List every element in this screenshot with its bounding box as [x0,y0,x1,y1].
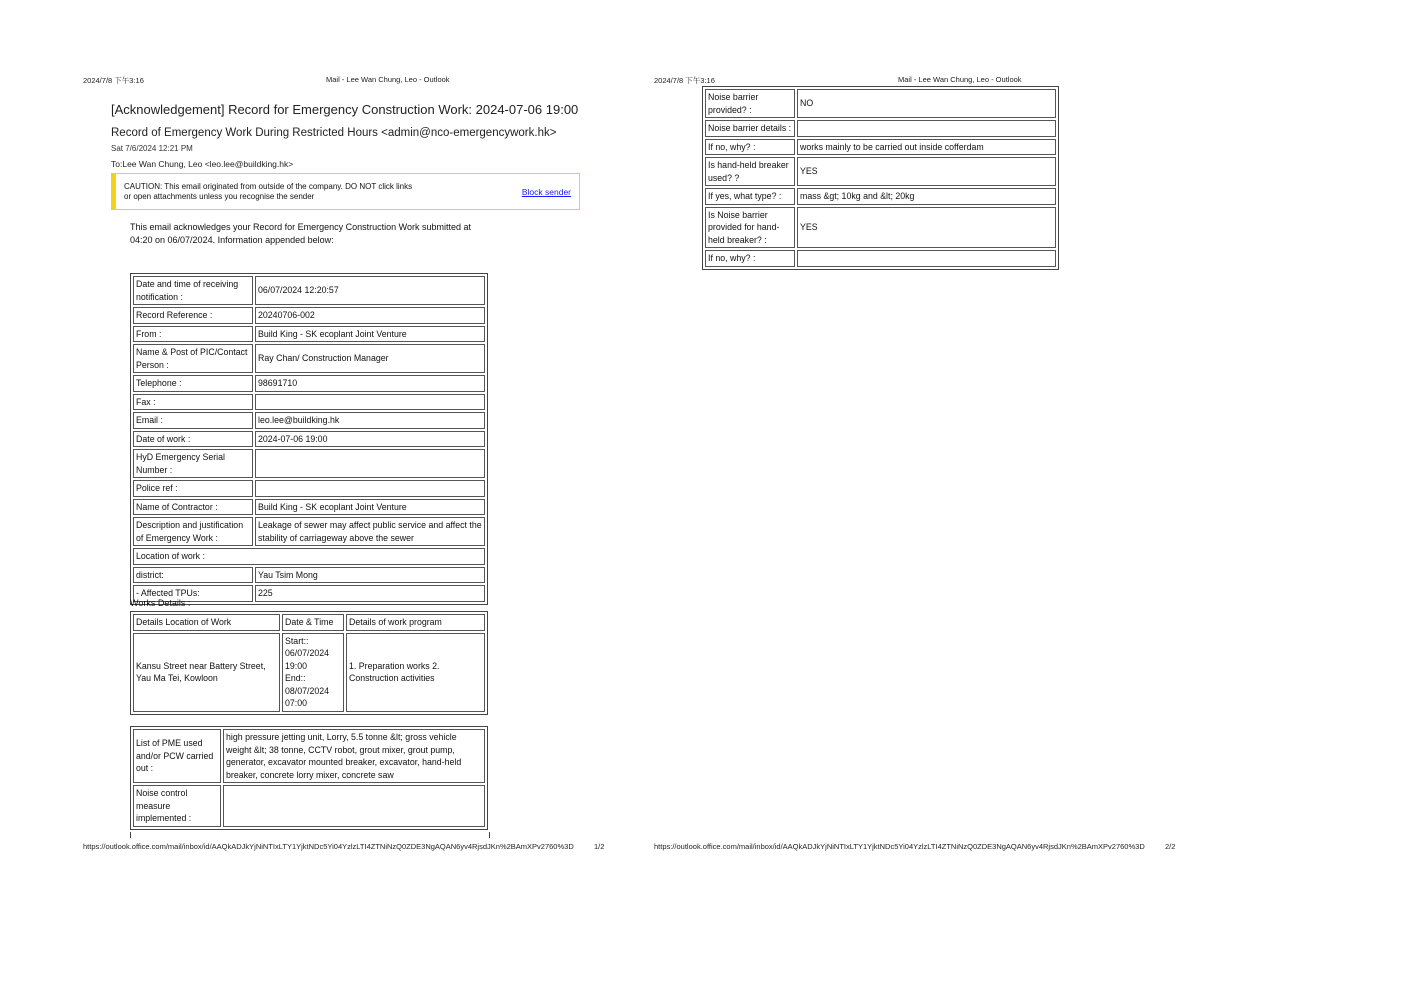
work-location: Kansu Street near Battery Street, Yau Ma Tei, Kowloon [133,633,280,712]
field-value: 98691710 [255,375,485,392]
header-program: Details of work program [346,614,485,631]
record-row [133,375,485,392]
record-row [133,567,485,584]
noise-row [705,89,1056,118]
field-label: Email : [133,412,253,429]
field-label: district: [133,567,253,584]
field-value [797,250,1056,267]
record-row [133,480,485,497]
field-label: If yes, what type? : [705,188,795,205]
field-label: Police ref : [133,480,253,497]
page-number: 2/2 [1165,842,1176,851]
print-title: Mail - Lee Wan Chung, Leo - Outlook [326,75,450,84]
field-label: If no, why? : [705,250,795,267]
field-value: leo.lee@buildking.hk [255,412,485,429]
email-date: Sat 7/6/2024 12:21 PM [111,144,193,153]
print-page-2 [650,0,1350,993]
field-label: Noise barrier provided? : [705,89,795,118]
record-row [133,431,485,448]
field-value: NO [797,89,1056,118]
field-label: Date and time of receiving notification : [133,276,253,305]
noise-row [705,250,1056,267]
noise-row [705,157,1056,186]
field-value: Ray Chan/ Construction Manager [255,344,485,373]
record-row [133,499,485,516]
field-value [223,785,485,827]
record-row [133,326,485,343]
field-value [255,394,485,411]
page-number: 1/2 [594,842,605,851]
block-sender-link[interactable]: Block sender [521,187,571,197]
field-value: 06/07/2024 12:20:57 [255,276,485,305]
field-label: HyD Emergency Serial Number : [133,449,253,478]
email-subject: [Acknowledgement] Record for Emergency Construction Work: 2024-07-06 19:00 [111,102,579,117]
email-sender[interactable]: Record of Emergency Work During Restricted Hours <admin@nco-emergencywork.hk> [111,127,557,139]
print-timestamp: 2024/7/8 下午3:16 [83,76,144,85]
field-label: Location of work : [133,548,485,565]
noise-row [705,120,1056,137]
print-title: Mail - Lee Wan Chung, Leo - Outlook [898,75,1022,84]
caution-banner [111,173,580,210]
field-label: Noise control measure implemented : [133,785,221,827]
field-label: Description and justification of Emergency Work : [133,517,253,546]
field-value [255,480,485,497]
record-row [133,344,485,373]
work-datetime: Start:: 06/07/2024 19:00 End:: 08/07/2024 07:00 [282,633,344,712]
table-continuation [130,832,490,838]
field-value: high pressure jetting unit, Lorry, 5.5 tonne &lt; gross vehicle weight &lt; 38 tonne, CCTV robot, grout mixer, grout pump, generator, excavator mounted breaker, excavator, hand-held breaker, concrete lorry mixer, concrete saw [223,729,485,783]
field-label: Date of work : [133,431,253,448]
works-header-row [133,614,485,631]
field-label: Noise barrier details : [705,120,795,137]
record-row [133,307,485,324]
field-label: If no, why? : [705,139,795,156]
field-label: From : [133,326,253,343]
record-row [133,517,485,546]
field-label: - Affected TPUs: [133,585,253,602]
field-value: YES [797,207,1056,249]
works-details-label: Works Details : [130,598,191,608]
print-page-1 [0,0,700,993]
field-value: 225 [255,585,485,602]
work-program: 1. Preparation works 2. Construction activities [346,633,485,712]
field-value: 2024-07-06 19:00 [255,431,485,448]
print-url: https://outlook.office.com/mail/inbox/id/AAQkADJkYjNiNTIxLTY1YjktNDc5Yi04YzlzLTI4ZTNiNzQ0ZDE3NgAQAN6yv4RjsdJKn%2BAmXPv2760%3D [654,842,1145,851]
print-timestamp: 2024/7/8 下午3:16 [654,76,715,85]
field-value: Build King - SK ecoplant Joint Venture [255,499,485,516]
field-value: YES [797,157,1056,186]
record-row [133,394,485,411]
record-row [133,449,485,478]
caution-text: CAUTION: This email originated from outside of the company. DO NOT click links or open attachments unless you recognise the sender [124,182,413,201]
pme-row [133,729,485,783]
pme-table [130,726,488,830]
field-value [797,120,1056,137]
field-label: Name & Post of PIC/Contact Person : [133,344,253,373]
field-value: Yau Tsim Mong [255,567,485,584]
noise-row [705,188,1056,205]
print-url: https://outlook.office.com/mail/inbox/id/AAQkADJkYjNiNTIxLTY1YjktNDc5Yi04YzlzLTI4ZTNiNzQ0ZDE3NgAQAN6yv4RjsdJKn%2BAmXPv2760%3D [83,842,574,851]
field-value [255,449,485,478]
field-label: Is hand-held breaker used? ? [705,157,795,186]
works-row [133,633,485,712]
record-table [130,273,488,605]
noise-row [705,207,1056,249]
noise-row [705,139,1056,156]
field-value: Leakage of sewer may affect public service and affect the stability of carriageway above the sewer [255,517,485,546]
works-details-table [130,611,488,715]
field-value: 20240706-002 [255,307,485,324]
record-row [133,412,485,429]
field-label: Name of Contractor : [133,499,253,516]
pme-row [133,785,485,827]
email-recipient: To:Lee Wan Chung, Leo <leo.lee@buildking.hk> [111,159,294,169]
email-intro: This email acknowledges your Record for Emergency Construction Work submitted at 04:20 on 06/07/2024. Information appended below: [130,222,471,245]
record-row [133,276,485,305]
field-value: mass &gt; 10kg and &lt; 20kg [797,188,1056,205]
header-location: Details Location of Work [133,614,280,631]
noise-barrier-table [702,86,1059,270]
header-datetime: Date & Time [282,614,344,631]
field-label: Telephone : [133,375,253,392]
field-label: List of PME used and/or PCW carried out : [133,729,221,783]
field-label: Record Reference : [133,307,253,324]
field-label: Is Noise barrier provided for hand-held breaker? : [705,207,795,249]
field-value: Build King - SK ecoplant Joint Venture [255,326,485,343]
field-label: Fax : [133,394,253,411]
record-row [133,548,485,565]
field-value: works mainly to be carried out inside cofferdam [797,139,1056,156]
